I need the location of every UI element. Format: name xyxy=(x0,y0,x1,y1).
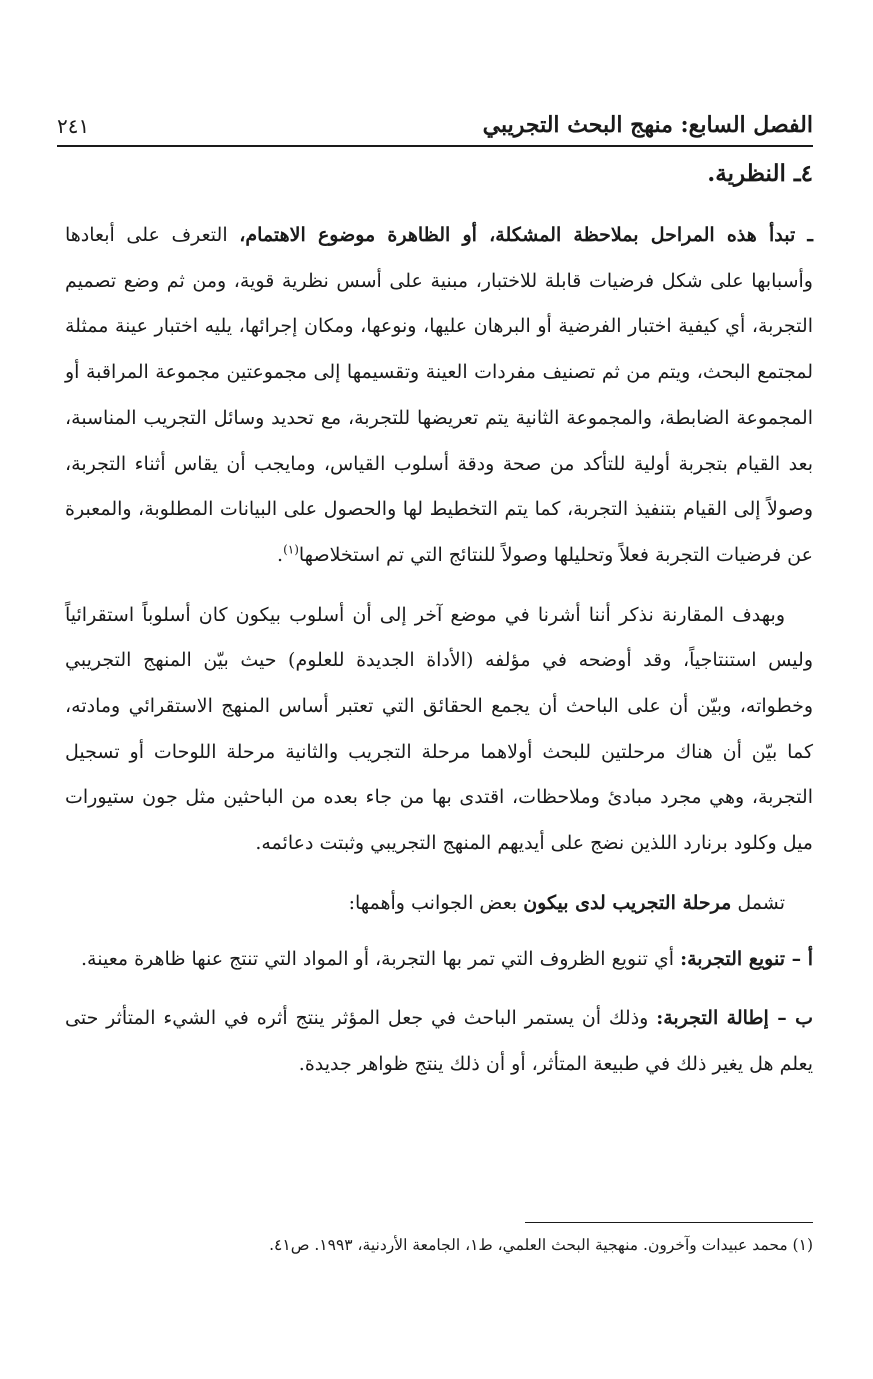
paragraph-3 xyxy=(65,881,813,927)
paragraph-1-text: التعرف على أبعادها وأسبابها على شكل فرضيات قابلة للاختبار، مبنية على أسس نظرية قوية، ومن ثم وضع تصميم التجربة، أي كيفية اختبار الفرضية أو البرهان عليها، ونوعها، ومكان إجرائها، يليه اختبار عينة ممثلة لمجتمع البحث، ويتم من ثم تصنيف مفردات العينة وتقسيمها إلى مجموعتين مجموعة المراقبة أو المجموعة الضابطة، والمجموعة الثانية يتم تعريضها للتجربة، مع تحديد وسائل التجريب المناسبة، بعد القيام بتجربة أولية للتأكد من صحة ودقة أسلوب القياس، ومايجب أن يقاس أثناء التجربة، وصولاً إلى القيام بتنفيذ التجربة، كما يتم التخطيط لها والحصول على البيانات المطلوبة، والمعبرة عن فرضيات التجربة فعلاً وتحليلها وصولاً للنتائج التي تم استخلاصها xyxy=(65,224,813,566)
paragraph-4 xyxy=(65,937,813,983)
paragraph-5-text: وذلك أن يستمر الباحث في جعل المؤثر ينتج أثره في الشيء المتأثر حتى يعلم هل يغير ذلك في طبيعة المتأثر، أو أن ذلك ينتج ظواهر جديدة. xyxy=(65,1007,813,1075)
paragraph-3-pre: تشمل xyxy=(731,891,785,914)
footnote-divider xyxy=(525,1222,813,1223)
paragraph-4-text: أي تنويع الظروف التي تمر بها التجربة، أو المواد التي تنتج عنها ظاهرة معينة. xyxy=(81,947,681,970)
body-text xyxy=(65,213,813,1088)
paragraph-5-heading: ب – إطالة التجربة: xyxy=(656,1007,814,1030)
paragraph-1-end: . xyxy=(277,543,284,566)
paragraph-3-post: بعض الجوانب وأهمها: xyxy=(348,891,524,914)
paragraph-5 xyxy=(65,996,813,1087)
paragraph-1 xyxy=(65,213,813,579)
footnote-reference[interactable]: (١) xyxy=(283,542,299,557)
running-header xyxy=(57,98,813,138)
paragraph-1-lead: ـ تبدأ هذه المراحل بملاحظة المشكلة، أو الظاهرة موضوع الاهتمام، xyxy=(239,224,814,246)
paragraph-2-text: وبهدف المقارنة نذكر أننا أشرنا في موضع آخر إلى أن أسلوب بيكون كان أسلوباً استقرائياً وليس استنتاجياً، وقد أوضحه في مؤلفه (الأداة الجديدة للعلوم) حيث بيّن المنهج التجريبي وخطواته، وبيّن أن على الباحث أن يجمع الحقائق التي تعتبر أساس المنهج الاستقرائي ومادته، كما بيّن أن هناك مرحلتين للبحث أولاهما مرحلة التجريب والثانية مرحلة اللوحات أو تسجيل التجربة، وهي مجرد مبادئ وملاحظات، اقتدى بها من جاء بعده من الباحثين مثل جون ستيورات ميل وكلود برنارد اللذين نضج على أيديهم المنهج التجريبي وثبتت دعائمه. xyxy=(65,603,813,855)
header-divider xyxy=(57,145,813,147)
page-number: ٢٤١ xyxy=(57,114,90,138)
footnote: (١) محمد عبيدات وآخرون. منهجية البحث العلمي، ط١، الجامعة الأردنية، ١٩٩٣. ص٤١. xyxy=(269,1236,813,1254)
paragraph-2 xyxy=(65,593,813,867)
chapter-title: الفصل السابع: منهج البحث التجريبي xyxy=(482,112,813,138)
section-title: ٤ـ النظرية. xyxy=(707,160,813,187)
paragraph-3-bold: مرحلة التجريب لدى بيكون xyxy=(523,891,732,914)
paragraph-4-heading: أ – تنويع التجربة: xyxy=(680,947,813,970)
